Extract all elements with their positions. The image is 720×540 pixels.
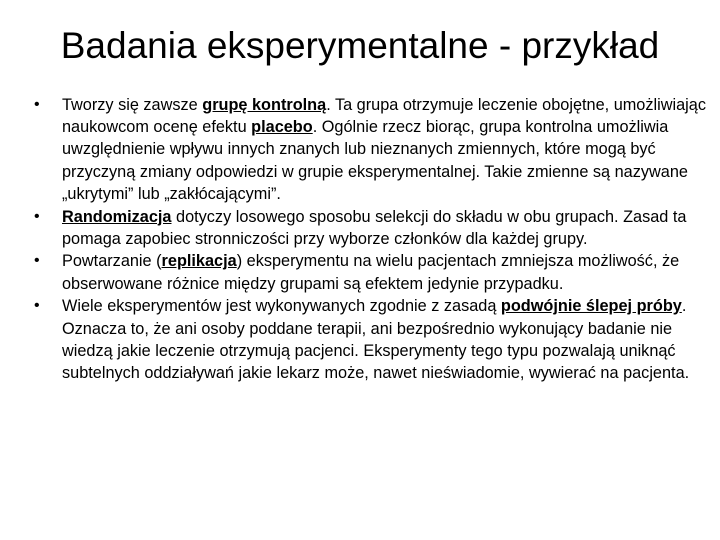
bullet-text: dotyczy losowego sposobu selekcji do składu w obu grupach. Zasad ta pomaga zapobiec stronniczości przy wyborze członków dla każdej grupy.: [62, 207, 687, 248]
bullet-marker: •: [34, 96, 40, 113]
term-placebo: placebo: [251, 118, 313, 137]
slide-title: Badania eksperymentalne - przykład: [60, 25, 660, 66]
bullet-item-replication: [34, 250, 710, 294]
bullet-list: [34, 94, 710, 385]
term-control-group: grupę kontrolną: [202, 96, 327, 114]
term-randomization: Randomizacja: [62, 207, 172, 226]
bullet-text: ) eksperymentu na wielu pacjentach zmniejsza możliwość, że obserwowane różnice między grupami są efektem jedynie przypadku.: [62, 252, 680, 293]
bullet-text: . Oznacza to, że ani osoby poddane terapii, ani bezpośrednio wykonujący badanie nie wiedzą jakie leczenie otrzymują pacjenci. Eksperymenty tego typu pozwalają uniknąć subtelnych oddziaływań jakie lekarz może, nawet nieświadomie, wywierać na pacjenta.: [62, 297, 690, 382]
bullet-marker: •: [34, 252, 40, 270]
term-double-blind: podwójnie ślepej próby: [500, 297, 682, 316]
bullet-item-randomization: [34, 206, 710, 250]
bullet-text: . Ta grupa otrzymuje leczenie obojętne, umożliwiając naukowcom ocenę efektu: [62, 96, 706, 137]
bullet-marker: •: [34, 297, 40, 315]
bullet-item-control-group: [34, 94, 710, 205]
bullet-item-double-blind: [34, 295, 710, 384]
bullet-text: . Ogólnie rzecz biorąc, grupa kontrolna umożliwia uwzględnienie wpływu innych znanych lub nieznanych zmiennych, które mogą być przyczyną zmiany odpowiedzi w grupie eksperymentalnej. Takie zmienne są nazywane „ukrytymi” lub „zakłócającymi”.: [62, 118, 688, 203]
bullet-marker: •: [34, 207, 40, 225]
term-replication: replikacja: [161, 252, 237, 271]
bullet-text: Wiele eksperymentów jest wykonywanych zgodnie z zasadą: [62, 297, 501, 316]
bullet-text: Tworzy się zawsze: [62, 96, 203, 114]
bullet-text: Powtarzanie (: [62, 252, 162, 271]
